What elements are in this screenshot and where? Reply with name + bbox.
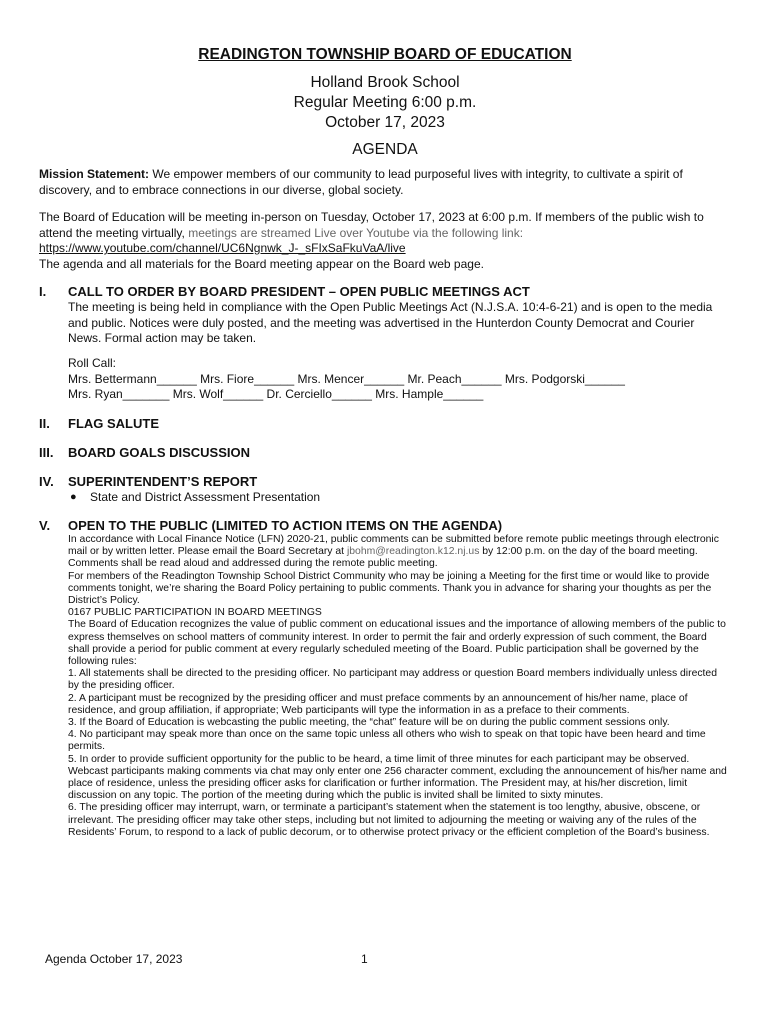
- section-3-number: III.: [39, 445, 54, 460]
- rule-5: 5. In order to provide sufficient opportunity for the public to be heard, a time limit of three minutes for each participant may be observed. Webcast participants making comments via chat may only enter one 256 character comment, excluding the announcement of his/her name and place of residence, unless the presiding officer asks for clarification or further information. The President may, at his/her discretion, limit discussion on any topic. The portion of the meeting during which the public is invited shall be limited to sixty minutes.: [68, 753, 727, 802]
- section-4-bullet: State and District Assessment Presentation: [90, 490, 321, 504]
- roll-call-row-2: Mrs. Ryan_______ Mrs. Wolf______ Dr. Cerciello______ Mrs. Hample______: [68, 387, 484, 401]
- secretary-email[interactable]: jbohm@readington.k12.nj.us: [346, 546, 480, 558]
- section-4-title: SUPERINTENDENT’S REPORT: [68, 474, 258, 489]
- section-5-title: OPEN TO THE PUBLIC (LIMITED TO ACTION ITEMS ON THE AGENDA): [68, 518, 503, 533]
- lfn-text-end: by 12:00 p.m. on the day of the board meeting. Comments shall be read aloud and addressed during the remote public meeting.: [68, 546, 698, 570]
- lfn-paragraph: [68, 534, 728, 571]
- rule-1: 1. All statements shall be directed to the presiding officer. No participant may address or question Board members individually unless directed by the presiding officer.: [68, 668, 717, 692]
- intro-text: The Board of Education will be meeting in-person on Tuesday, October 17, 2023 at 6:00 p.m. If members of the public wish to attend the meeting virtually,: [39, 210, 704, 240]
- rule-4: 4. No participant may speak more than once on the same topic unless all others who wish to speak on that topic have been heard and time permits.: [68, 729, 706, 753]
- policy-body: The Board of Education recognizes the value of public comment on educational issues and the importance of allowing members of the public to express themselves on school matters of community interest. In order to permit the fair and orderly expression of such comment, the Board shall provide a period for public comment at every regularly scheduled meeting of the Board. Public participation shall be governed by the following rules:: [68, 619, 726, 668]
- intro-paragraph: [39, 210, 729, 272]
- bullet-icon: ●: [70, 491, 77, 503]
- policy-title: 0167 PUBLIC PARTICIPATION IN BOARD MEETINGS: [68, 607, 322, 619]
- mission-statement: [39, 167, 729, 198]
- section-3-title: BOARD GOALS DISCUSSION: [68, 445, 251, 460]
- document-title: READINGTON TOWNSHIP BOARD OF EDUCATION: [198, 46, 572, 63]
- rule-6: 6. The presiding officer may interrupt, warn, or terminate a participant’s statement when the statement is too lengthy, abusive, obscene, or irrelevant. The presiding officer may take other steps, including but not limited to adjourning the meeting or waiving any of the rules of the Residents’ Forum, to respond to a lack of public decorum, or to otherwise protect privacy or the efficient completion of the Board’s business.: [68, 802, 710, 838]
- section-5-number: V.: [39, 518, 51, 533]
- lfn-text: In accordance with Local Finance Notice (LFN) 2020-21, public comments can be submitted before remote public meetings through electronic mail or by written letter. Please email the Board Secretary at: [68, 534, 719, 558]
- meeting-date: October 17, 2023: [325, 114, 445, 131]
- roll-call-label: Roll Call:: [68, 356, 117, 370]
- agenda-heading: AGENDA: [352, 141, 418, 158]
- intro-materials: The agenda and all materials for the Board meeting appear on the Board web page.: [39, 256, 484, 271]
- section-1-body: The meeting is being held in compliance with the Open Public Meetings Act (N.J.S.A. 10:4-6-21) and is open to the media and public. Notices were duly posted, and the meeting was advertised in the Hunterdon County Democrat and Courier News. Formal action may be taken.: [68, 300, 713, 345]
- footer-date: Agenda October 17, 2023: [45, 952, 183, 966]
- youtube-link[interactable]: https://www.youtube.com/channel/UC6Ngnwk_J-_sFIxSaFkuVaA/live: [39, 241, 406, 255]
- meeting-time: Regular Meeting 6:00 p.m.: [293, 94, 477, 111]
- members-paragraph: For members of the Readington Township School District Community who may be joining a Meeting for the first time or would like to provide comments tonight, we’re sharing the Board Policy pertaining to public comments. Thank you in advance for sharing your thoughts as per the District’s Policy.: [68, 570, 712, 607]
- mission-text: We empower members of our community to lead purposeful lives with integrity, to cultivate a spirit of discovery, and to embrace connections in our diverse, global society.: [39, 167, 683, 197]
- rule-3: 3. If the Board of Education is webcasting the public meeting, the “chat” feature will be on during the public comment sessions only.: [68, 717, 670, 729]
- stream-note: meetings are streamed Live over Youtube via the following link:: [188, 225, 524, 240]
- section-1-title: CALL TO ORDER BY BOARD PRESIDENT – OPEN PUBLIC MEETINGS ACT: [68, 284, 530, 299]
- section-2-number: II.: [39, 416, 50, 431]
- rule-2: 2. A participant must be recognized by the presiding officer and must preface comments by an announcement of his/her name, place of residence, and group affiliation, if appropriate; Web participants will type the information in as a preface to their comments.: [68, 692, 688, 716]
- mission-label: Mission Statement:: [39, 167, 150, 181]
- section-5-body: [68, 534, 728, 839]
- page-number: 1: [361, 952, 368, 966]
- roll-call: [68, 356, 728, 403]
- school-name: Holland Brook School: [310, 74, 460, 91]
- roll-call-row-1: Mrs. Bettermann______ Mrs. Fiore______ Mrs. Mencer______ Mr. Peach______ Mrs. Podgorski______: [68, 371, 625, 386]
- section-1-number: I.: [39, 284, 47, 299]
- section-4-number: IV.: [39, 474, 54, 489]
- section-2-title: FLAG SALUTE: [68, 416, 159, 431]
